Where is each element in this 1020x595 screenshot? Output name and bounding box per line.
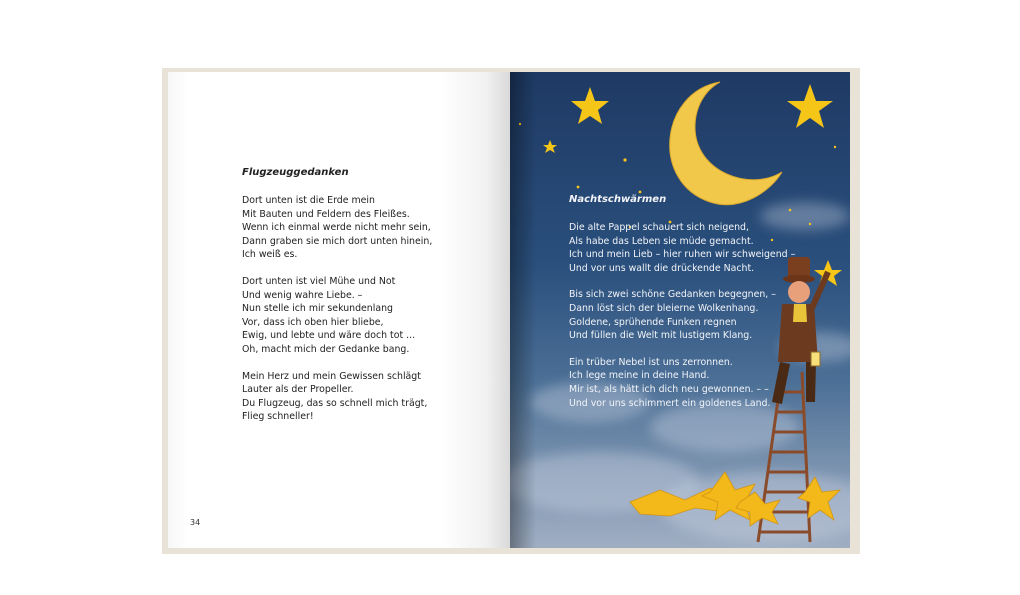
poem-line: Mir ist, als hätt ich dich neu gewonnen. – –	[569, 383, 769, 395]
crescent-moon-icon	[670, 82, 782, 205]
poem-line: Vor, dass ich oben hier bliebe,	[242, 316, 384, 328]
poem-line: Und wenig wahre Liebe. –	[242, 289, 363, 301]
star-icon	[577, 186, 580, 189]
poem-line: Als habe das Leben sie müde gemacht.	[569, 235, 754, 247]
right-poem-title: Nachtschwärmen	[569, 194, 667, 205]
star-icon	[571, 87, 609, 124]
star-icon	[623, 158, 626, 161]
poem-line: Goldene, sprühende Funken regnen	[569, 316, 737, 328]
right-stanza-1	[569, 221, 814, 275]
right-poem	[569, 193, 814, 423]
left-poem	[242, 166, 482, 437]
left-poem-title: Flugzeuggedanken	[242, 167, 349, 178]
page-number: 34	[190, 518, 201, 527]
poem-line: Ein trüber Nebel ist uns zerronnen.	[569, 356, 733, 368]
poem-line: Dann löst sich der bleierne Wolkenhang.	[569, 302, 759, 314]
poem-line: Mit Bauten und Feldern des Fleißes.	[242, 208, 410, 220]
poem-line: Nun stelle ich mir sekundenlang	[242, 303, 393, 315]
poem-line: Mein Herz und mein Gewissen schlägt	[242, 370, 421, 382]
poem-line: Ich weiß es.	[242, 249, 298, 261]
poem-line: Dort unten ist die Erde mein	[242, 195, 375, 206]
poem-line: Und füllen die Welt mit lustigem Klang.	[569, 330, 753, 342]
poem-line: Du Flugzeug, das so schnell mich trägt,	[242, 397, 428, 409]
poem-line: Oh, macht mich der Gedanke bang.	[242, 343, 410, 355]
poem-line: Und vor uns schimmert ein goldenes Land.	[569, 397, 771, 409]
poem-line: Die alte Pappel schauert sich neigend,	[569, 222, 749, 233]
right-stanza-3	[569, 356, 814, 410]
poem-line: Bis sich zwei schöne Gedanken begegnen, –	[569, 289, 776, 301]
poem-line: Ich und mein Lieb – hier ruhen wir schweigend –	[569, 249, 796, 261]
left-stanza-2	[242, 275, 482, 357]
gutter-shadow	[510, 72, 536, 548]
poem-line: Flieg schneller!	[242, 411, 314, 423]
poem-line: Dann graben sie mich dort unten hinein,	[242, 235, 433, 247]
right-stanza-2	[569, 288, 814, 342]
poem-line: Ich lege meine in deine Hand.	[569, 370, 710, 382]
poem-line: Ewig, und lebte und wäre doch tot ...	[242, 330, 416, 342]
poem-line: Und vor uns wallt die drückende Nacht.	[569, 262, 755, 274]
left-stanza-3	[242, 370, 482, 424]
star-icon	[787, 84, 833, 128]
left-stanza-1	[242, 194, 482, 262]
star-icon	[834, 146, 836, 148]
poem-line: Wenn ich einmal werde nicht mehr sein,	[242, 222, 431, 234]
poem-line: Lauter als der Propeller.	[242, 384, 354, 396]
star-icon	[543, 140, 557, 153]
poem-line: Dort unten ist viel Mühe und Not	[242, 275, 396, 287]
